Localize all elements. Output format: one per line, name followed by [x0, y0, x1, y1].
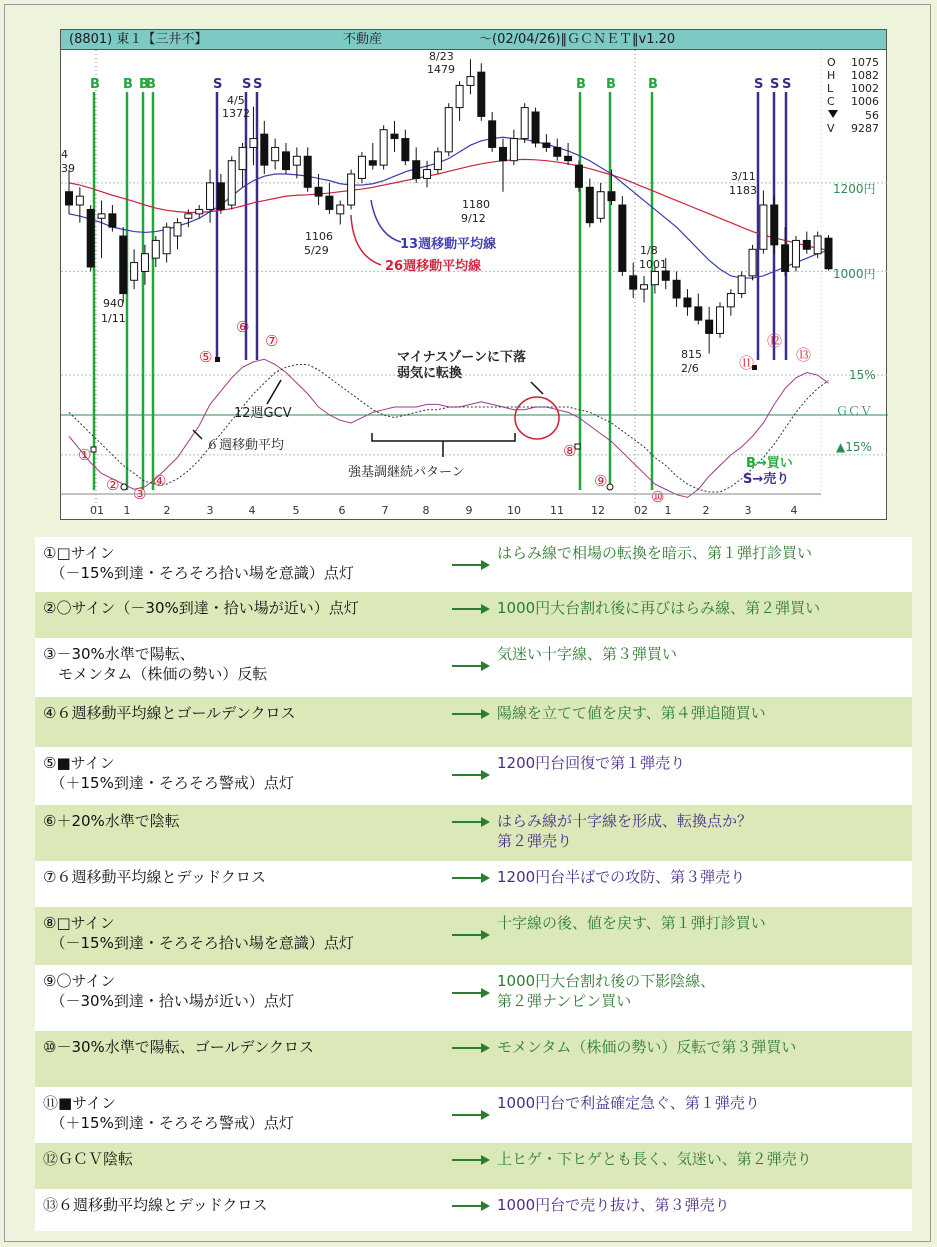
- buy-signal-letter: B: [123, 77, 133, 92]
- annotation-pattern: 強基調継続パターン: [348, 465, 465, 480]
- legend-action: モメンタム（株価の勢い）反転で第３弾買い: [497, 1038, 797, 1056]
- candle-up: [228, 161, 235, 205]
- label-3-11: 3/11: [731, 170, 756, 183]
- candle-up: [738, 276, 745, 294]
- month-label: 5: [292, 504, 300, 517]
- gcv-cross-circle: [515, 397, 559, 439]
- ohlc-value: 1002: [851, 82, 879, 95]
- label-8-23: 8/23: [429, 50, 454, 63]
- circled-number-10: ⑩: [651, 488, 665, 506]
- arrow-right-icon: [451, 1152, 491, 1166]
- candle-down: [304, 156, 311, 187]
- month-label: 1: [664, 504, 672, 517]
- ohlc-key: C: [827, 95, 835, 108]
- legend-action: はらみ線が十字線を形成、転換点か？ 第２弾売り: [497, 812, 753, 850]
- candle-up: [521, 108, 528, 139]
- candle-down: [66, 192, 73, 205]
- month-label: 11: [550, 504, 564, 517]
- arrow-right-icon: [451, 658, 491, 672]
- buy-signal-letter: B: [90, 77, 100, 92]
- candle-down: [565, 156, 572, 160]
- legend-row: [35, 592, 912, 638]
- month-label: 6: [338, 504, 346, 517]
- ma6-pointer: [193, 430, 202, 439]
- month-label: 2: [702, 504, 710, 517]
- candle-down: [87, 209, 94, 267]
- arrow-right-icon: [451, 1198, 491, 1212]
- month-label: 4: [248, 504, 256, 517]
- candle-down: [630, 276, 637, 289]
- circled-number-12: ⑫: [767, 332, 783, 350]
- legend-condition: ⑤■サイン （＋15%到達・そろそろ警戒）点灯: [43, 754, 294, 792]
- buy-signal-letter: B: [146, 77, 156, 92]
- label-1001: 1001: [639, 258, 667, 271]
- legend-row: [35, 537, 912, 592]
- axis-plus15: 15%: [849, 368, 876, 382]
- label-39: 39: [61, 162, 75, 175]
- candle-down: [391, 134, 398, 138]
- gcv12-pointer: [267, 380, 281, 404]
- candle-up: [131, 263, 138, 281]
- candle-down: [803, 240, 810, 249]
- candle-up: [185, 214, 192, 218]
- legend-condition: ③－30%水準で陽転、 モメンタム（株価の勢い）反転: [43, 645, 268, 683]
- candle-down: [532, 112, 539, 143]
- legend-condition: ⑪■サイン （＋15%到達・そろそろ警戒）点灯: [43, 1094, 294, 1132]
- circled-number-9: ⑨: [594, 472, 608, 490]
- candle-down: [662, 271, 669, 280]
- candle-down: [825, 238, 832, 269]
- candle-up: [207, 183, 214, 210]
- ohlc-value: 1075: [851, 56, 879, 69]
- candle-up: [749, 249, 756, 276]
- candle-up: [98, 214, 105, 218]
- month-label: 3: [744, 504, 752, 517]
- legend-condition: ④６週移動平均線とゴールデンクロス: [43, 704, 296, 722]
- sell-signal-letter: S: [242, 77, 252, 92]
- month-label: 4: [790, 504, 798, 517]
- circled-number-7: ⑦: [265, 332, 279, 350]
- arrow-right-icon: [451, 870, 491, 884]
- key-sell: S→売り: [743, 472, 790, 487]
- sell-signal-letter: S: [770, 77, 780, 92]
- label-5-29: 5/29: [304, 244, 329, 257]
- legend-condition: ⑥＋20%水準で陰転: [43, 812, 180, 830]
- candle-down: [402, 139, 409, 161]
- ma13-line: [69, 137, 829, 278]
- candle-up: [445, 108, 452, 152]
- circled-number-8: ⑧: [563, 442, 577, 460]
- circled-number-5: ⑤: [199, 348, 213, 366]
- ma13-label: 13週移動平均線: [400, 237, 497, 252]
- label-1372: 1372: [222, 107, 250, 120]
- candle-up: [597, 192, 604, 219]
- circled-number-2: ②: [106, 476, 120, 494]
- buy-signal-letter: B: [648, 77, 658, 92]
- circled-number-3: ③: [133, 485, 147, 503]
- ohlc-key: L: [827, 82, 834, 95]
- arrow-right-icon: [451, 767, 491, 781]
- annotation-6w-ma: ６週移動平均: [206, 438, 285, 453]
- label-2-6: 2/6: [681, 362, 699, 375]
- label-1479: 1479: [427, 63, 455, 76]
- axis-1200: 1200円: [833, 182, 876, 196]
- candle-down: [782, 245, 789, 272]
- legend-action: 気迷い十字線、第３弾買い: [497, 645, 678, 663]
- candle-up: [814, 236, 821, 254]
- chart-svg: [61, 30, 888, 521]
- circled-number-1: ①: [78, 446, 92, 464]
- candle-down: [413, 161, 420, 179]
- legend-action: 陽線を立てて値を戻す、第４弾追随買い: [497, 704, 766, 722]
- candle-down: [554, 147, 561, 156]
- month-label: 12: [591, 504, 605, 517]
- candle-down: [489, 121, 496, 148]
- filled-square-sign-5: [215, 357, 220, 362]
- month-label: 9: [465, 504, 473, 517]
- sell-signal-letter: S: [253, 77, 263, 92]
- candle-down: [543, 143, 550, 147]
- arrow-right-icon: [451, 706, 491, 720]
- legend-row: [35, 638, 912, 697]
- candle-up: [467, 77, 474, 86]
- candle-up: [272, 147, 279, 160]
- square-sign-1: [91, 447, 96, 452]
- candle-up: [196, 209, 203, 213]
- sector-label: 不動産: [343, 32, 383, 47]
- candle-up: [727, 294, 734, 307]
- axis-1000: 1000円: [833, 267, 876, 281]
- month-label: 1: [123, 504, 131, 517]
- annotation-12w-gcv: 12週GCV: [234, 406, 292, 421]
- candle-down: [478, 72, 485, 116]
- buy-signal-letter: B: [139, 77, 149, 92]
- candle-up: [358, 156, 365, 178]
- candle-up: [717, 307, 724, 334]
- circled-number-13: ⑬: [796, 346, 812, 364]
- arrow-right-icon: [451, 985, 491, 999]
- legend-action: 1200円台半ばでの攻防、第３弾売り: [497, 868, 746, 886]
- candle-down: [261, 134, 268, 165]
- candle-down: [771, 205, 778, 245]
- candle-up: [250, 139, 257, 148]
- candle-down: [684, 298, 691, 307]
- sell-signal-letter: S: [754, 77, 764, 92]
- legend-row: [35, 965, 912, 1031]
- ohlc-key: H: [827, 69, 836, 82]
- arrow-right-icon: [451, 1107, 491, 1121]
- legend-row: [35, 1143, 912, 1189]
- ma26-label: 26週移動平均線: [385, 259, 482, 274]
- circled-number-6: ⑥: [236, 318, 250, 336]
- month-label: 8: [422, 504, 430, 517]
- annotation-minus-zone-1: マイナスゾーンに下落: [397, 350, 526, 365]
- legend-action: 十字線の後、値を戻す、第１弾打診買い: [497, 914, 766, 932]
- axis-gcv: ＧＣＶ: [836, 404, 873, 418]
- candle-up: [163, 227, 170, 254]
- month-label: 10: [507, 504, 521, 517]
- axis-minus15: ▲15%: [836, 440, 872, 454]
- month-label: 02: [634, 504, 648, 517]
- ohlc-value: 1082: [851, 69, 879, 82]
- month-label: 2: [163, 504, 171, 517]
- candle-down: [315, 187, 322, 196]
- legend-row: [35, 1189, 912, 1231]
- label-1106: 1106: [305, 230, 333, 243]
- candle-up: [348, 174, 355, 205]
- legend-row: [35, 861, 912, 907]
- legend-action: 1000円台で売り抜け、第３弾売り: [497, 1196, 730, 1214]
- candle-up: [239, 147, 246, 169]
- candle-up: [510, 139, 517, 161]
- candle-up: [424, 170, 431, 179]
- ma13-pointer: [371, 200, 401, 242]
- candle-up: [141, 254, 148, 272]
- sell-signal-letter: S: [213, 77, 223, 92]
- candle-down: [608, 192, 615, 201]
- legend-condition: ⑧□サイン （－15%到達・そろそろ拾い場を意識）点灯: [43, 914, 354, 952]
- candle-up: [456, 85, 463, 107]
- arrow-right-icon: [451, 557, 491, 571]
- candle-down: [369, 161, 376, 165]
- legend-condition: ①□サイン （－15%到達・そろそろ拾い場を意識）点灯: [43, 544, 354, 582]
- arrow-right-icon: [451, 814, 491, 828]
- legend-action: 1000円台で利益確定急ぐ、第１弾売り: [497, 1094, 760, 1112]
- annotation-pointer: [531, 382, 543, 394]
- month-label: 01: [90, 504, 104, 517]
- buy-signal-letter: B: [576, 77, 586, 92]
- candle-down: [283, 152, 290, 170]
- candle-up: [76, 196, 83, 205]
- legend-row: [35, 697, 912, 747]
- stock-code: (8801) 東１【三井不】: [69, 32, 208, 47]
- key-buy: B→買い: [746, 456, 793, 471]
- page-frame: [4, 4, 931, 1242]
- month-label: 3: [206, 504, 214, 517]
- ohlc-key: O: [827, 56, 836, 69]
- label-815: 815: [681, 348, 702, 361]
- legend-row: [35, 1031, 912, 1087]
- buy-signal-letter: B: [606, 77, 616, 92]
- candle-up: [174, 223, 181, 236]
- label-4: 4: [61, 148, 68, 161]
- ohlc-volume: 9287: [851, 122, 879, 135]
- candle-down: [500, 147, 507, 160]
- circle-sign-2: [121, 484, 127, 490]
- legend-row: [35, 747, 912, 805]
- arrow-right-icon: [451, 601, 491, 615]
- candle-down: [673, 280, 680, 298]
- candle-up: [380, 130, 387, 165]
- down-triangle-icon: [828, 110, 838, 118]
- ohlc-change: 56: [865, 109, 879, 122]
- candle-up: [792, 240, 799, 267]
- candle-down: [619, 205, 626, 271]
- label-1180: 1180: [462, 198, 490, 211]
- candle-down: [120, 236, 127, 294]
- candle-up: [337, 205, 344, 214]
- candle-down: [217, 183, 224, 210]
- legend-condition: ⑬６週移動平均線とデッドクロス: [43, 1196, 268, 1214]
- candle-down: [575, 165, 582, 187]
- circled-number-11: ⑪: [739, 354, 755, 372]
- label-1183: 1183: [729, 184, 757, 197]
- candle-up: [760, 205, 767, 249]
- pattern-bracket: [372, 433, 515, 441]
- version-label: ～(02/04/26)‖ＧＣＮＥＴ‖v1.20: [479, 32, 676, 47]
- candle-down: [706, 320, 713, 333]
- legend-condition: ⑫ＧＣＶ陰転: [43, 1150, 134, 1168]
- candle-down: [326, 196, 333, 209]
- legend-condition: ⑨〇サイン （－30%到達・拾い場が近い）点灯: [43, 972, 294, 1010]
- label-1-11: 1/11: [101, 312, 126, 325]
- legend-action: 1000円大台割れ後の下影陰線、 第２弾ナンピン買い: [497, 972, 716, 1010]
- legend-condition: ②〇サイン（－30%到達・拾い場が近い）点灯: [43, 599, 359, 617]
- legend-action: 上ヒゲ・下ヒゲとも長く、気迷い、第２弾売り: [497, 1150, 812, 1168]
- circled-number-4: ④: [153, 472, 167, 490]
- legend-action: はらみ線で相場の転換を暗示、第１弾打診買い: [497, 544, 813, 562]
- legend-condition: ⑦６週移動平均線とデッドクロス: [43, 868, 266, 886]
- ma26-pointer: [351, 215, 381, 265]
- legend-condition: ⑩－30%水準で陽転、ゴールデンクロス: [43, 1038, 314, 1056]
- label-9-12: 9/12: [461, 212, 486, 225]
- candle-up: [641, 285, 648, 289]
- legend-action: 1200円台回復で第１弾売り: [497, 754, 686, 772]
- candle-up: [293, 156, 300, 165]
- ohlc-key: V: [827, 122, 835, 135]
- candle-down: [695, 307, 702, 320]
- chart-panel: [60, 29, 887, 520]
- label-940: 940: [103, 297, 124, 310]
- sell-signal-letter: S: [782, 77, 792, 92]
- legend-row: [35, 907, 912, 965]
- arrow-right-icon: [451, 1040, 491, 1054]
- arrow-right-icon: [451, 927, 491, 941]
- candle-up: [152, 240, 159, 258]
- candle-down: [109, 214, 116, 227]
- label-4-5: 4/5: [227, 94, 245, 107]
- month-label: 7: [381, 504, 389, 517]
- legend-table: [35, 537, 912, 1231]
- legend-row: [35, 1087, 912, 1143]
- ohlc-value: 1006: [851, 95, 879, 108]
- legend-row: [35, 805, 912, 861]
- candle-up: [651, 271, 658, 284]
- candle-up: [434, 152, 441, 170]
- candle-down: [586, 187, 593, 222]
- circle-sign-9: [607, 484, 613, 490]
- label-1-8: 1/8: [640, 244, 658, 257]
- legend-action: 1000円大台割れ後に再びはらみ線、第２弾買い: [497, 599, 821, 617]
- annotation-minus-zone-2: 弱気に転換: [397, 366, 463, 381]
